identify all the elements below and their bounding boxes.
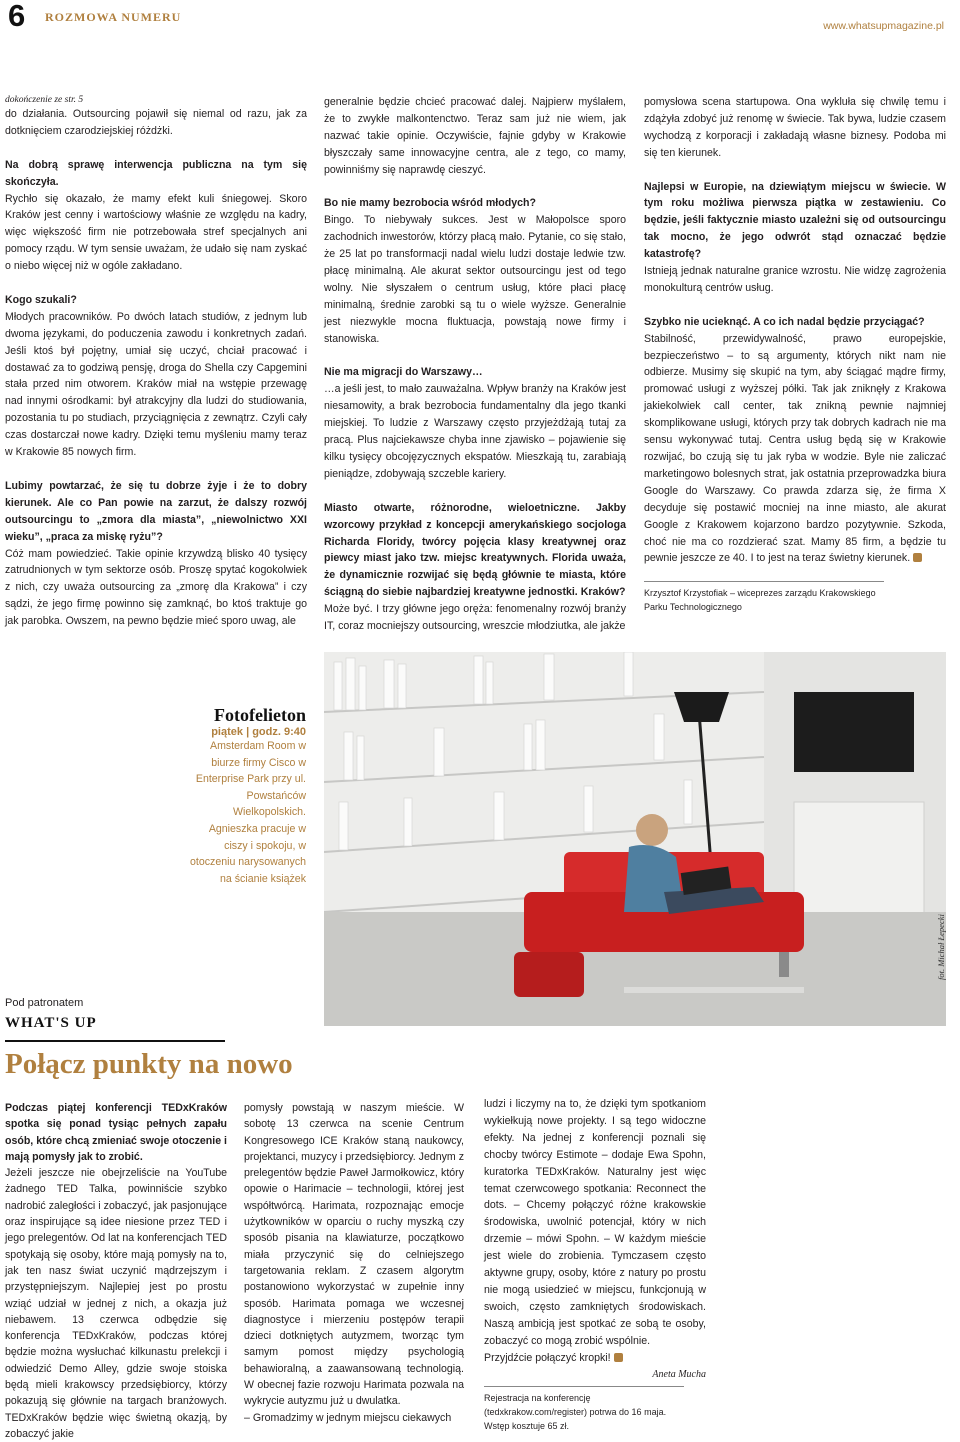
closing-line: Przyjdźcie połączyć kropki!	[484, 1351, 611, 1364]
article-column-3	[644, 94, 946, 614]
logo-underline	[5, 1040, 225, 1042]
question: Najlepsi w Europie, na dziewiątym miejscu w świecie. W tym roku możliwa pierwsza piątka w zestawieniu. Co będzie, jeśli faktycznie miasto uzależni się od outsourcingu tak mocno, że jego odwrót stąd oznaczać będzie katastrofę?	[644, 180, 946, 261]
section-title: ROZMOWA NUMERU	[45, 10, 182, 24]
photo-credit: fot. Michał Łepecki	[936, 914, 946, 980]
fotofelieton-time: godz. 9:40	[252, 726, 306, 738]
patronage-label: Pod patronatem	[5, 997, 84, 1009]
paragraph: generalnie będzie chcieć pracować dalej. Najpierw myślałem, że to zwykłe malkontenctwo. Teraz sam już nie wiem, jak nazwać takie opinie. Oczywiście, fajnie gdyby w Krakowie błyszczały same innowacyjne centra, ale z tego, co mamy, powinniśmy się naprawdę cieszyć.	[324, 96, 626, 176]
paragraph: pomysłowa scena startupowa. Ona wykluła się chwilę temu i zdążyła zdobyć już renomę w świecie. Tak bywa, ludzie czasem wychodzą z korporacji i zakładają własne biznesy. Podoba mi się ten kierunek.	[644, 96, 946, 159]
paragraph: pomysły powstają w naszym mieście. W sobotę 13 czerwca na scenie Centrum Kongresowego ICE Kraków staną naukowcy, projektanci, muzycy i przedsiębiorcy. Jednym z prelegentów będzie Paweł Jarmołkowicz, który opowie o Harimacie – technologii, której jest współtwórcą. Harimata, rozpoznając emocje użytkowników w oparciu o ruchy myszką czy sposób pisania na klawiaturze, początkowo miała przyczynić się do celniejszego targetowania reklam. Z czasem algorytm postanowiono wykorzystać w zupełnie inny sposób. Harimata pomaga we wczesnej diagnostyce i mierzeniu postępów terapii dzieci dotkniętych autyzmem, tworząc tym samym pomost między psychologią behawioralną, a zaawansowaną technologią. W obecnej fazie rozwoju Harimata pozwala na wykrycie autyzmu już u dwulatka.	[244, 1102, 464, 1408]
paragraph: Może być. I trzy główne jego oręża: fenomenalny rozwój branży IT, coraz mocniejszy outsourcing, wreszcie młodziutka, ale jakże	[324, 603, 626, 633]
author-signature: Aneta Mucha	[652, 1368, 706, 1380]
whats-up-logo: WHAT'S UP	[5, 1015, 97, 1031]
paragraph: Jeżeli jeszcze nie obejrzeliście na YouTube żadnego TED Talka, powinniście szybko nadrobić zaległości i zobaczyć, jak pasjonujące oraz inspirujące są idee niesione przez TED i jego prelegentów. Od lat na konferencjach TED spotykają się osoby, które mają pomysły na to, jak ten nasz świat uczynić mądrzejszym i przystępniejszym. Najlepiej jest po prostu wziąć udział w jednej z nich, a okazja już niebawem. 13 czerwca odbędzie się konferencja TEDxKraków, podczas której będzie można wysłuchać kilkunastu prelekcji i odwiedzić Demo Alley, gdzie swoje stoiska będą mieli krakowscy przedsiębiorcy, którzy pokazują się głównie na targach branżowych. TEDxKraków będzie więc świetną okazją, by zobaczyć jakie	[5, 1167, 227, 1440]
question: Lubimy powtarzać, że się tu dobrze żyje i że to dobry kierunek. Ale co Pan powie na zarzut, że dalszy rozwój outsourcingu to „zmora dla miasta”, „niewolnictwo XXI wieku”, „praca za miskę ryżu”?	[5, 479, 307, 543]
question: Szybko nie ucieknąć. A co ich nadal będzie przyciągać?	[644, 315, 925, 328]
question: Miasto otwarte, różnorodne, wielоetniczne. Jakby wzorcowy przykład z koncepcji amerykańskiego socjologa Richarda Floridy, twórcy pojęcia klasy kreatywnej oraz piewcy miast jako tzw. miejsc kreatywnych. Florida uważa, że dynamicznie rozwijać się będą głównie te miasta, które ściągną do siebie najbardziej kreatywne jednostki. Kraków?	[324, 501, 626, 599]
question: Na dobrą sprawę interwencja publiczna na tym się skończyła.	[5, 158, 307, 188]
question: Nie ma migracji do Warszawy…	[324, 366, 483, 379]
paragraph-text: Stabilność, przewidywalność, prawo europejskie, bezpieczeństwo – to są argumenty, których nikt nam nie odbierze. Musimy się skupić na tym, aby ściągać mądre firmy, promować usługi z wyższej półki. Tak jak zniknęły z Krakowa jakiekolwiek call center, tak znikną pewnie najmniej skomplikowane usługi, których przy tak dobrych kadrach nie ma sensu wykonywać tutaj. Centra usług będą się w Krakowie rozwijać, bo czują się tu jak ryba w wodzie. Byle nie zaliczać marketingowo bolesnych strat, jak ostatnia przeprowadzka biura Google do Warszawy. Co prawda zdarza się, że firma X decyduje się postawić mocniej na inne miasto, ale akurat Google z Krakowem kojarzono bardzo pozytywnie. Szkoda, choć nie ma co rozdzierać szat. Mamy 85 firm, a będzie tu pewnie jeszcze ze 40. I to jest na teraz świetny kierunek.	[644, 332, 946, 565]
fotofelieton-text: Amsterdam Room w biurze firmy Cisco w Enterprise Park przy ul. Powstańców Wielkopolskich. Agnieszka pracuje w ciszy i spokoju, w otoczeniu narysowanych na ścianie książek	[190, 740, 307, 885]
fotofelieton-separator: |	[246, 726, 250, 738]
end-mark-icon	[614, 1353, 623, 1362]
fotofelieton-title: Fotofelieton	[214, 705, 306, 725]
paragraph: ludzi i liczymy na to, że dzięki tym spotkaniom wykiełkują nowe projekty. I są tego widoczne efekty. Na jednej z konferencji poznali się chocby twórcy Estimote – dodaje Ewa Spohn, kuratorka TEDxKraków. Naturalny jest więc temat czerwcowego spotkania: Reconnect the dots. – Chcemy połączyć różne krakowskie środowiska, uwolnić potencjał, który w nich drzemie – mówi Spohn. – W każdym mieście jest wiele do zrobienia. Tymczasem często aktywne grupy, osoby, które z natury po prostu nie mogą usiedzieć w miejscu, funkcjonują w swoich, często zamkniętych środowiskach. Naszą ambicją jest spotkać ze sobą te osoby, zobaczyć co mogą zrobić wspólnie.	[484, 1098, 706, 1347]
office-photo	[324, 652, 946, 1026]
paragraph: Młodych pracowników. Po dwóch latach studiów, z jednym lub dwoma językami, do poduczenia zawodu i konkretnych zadań. Jeśli ktoś był pojętny, umiał się uczyć, chciał pracować i dostawać za to godziwą pensję, droga do Shella czy Capgemini stała przed nim otworem. Kraków miał na wstępie przewagę nad innymi ośrodkami: był atrakcyjny dla ludzi do studiowania, pozostania tu po studiach, przyciągnięcia z zewnątrz. Czyli cały czas dostarczał nowe kadry. Dzięki temu myśleniu mamy teraz w Krakowie 85 nowych firm.	[5, 310, 307, 459]
website-link[interactable]: www.whatsupmagazine.pl	[823, 20, 944, 32]
paragraph: Rychło się okazało, że mamy efekt kuli śniegowej. Skoro Kraków jest cenny i wartościowy właśnie ze względu na kadry, więc większość firm nie potrzebowała stref specjalnych ani pomocy rządu. W tym sensie uważam, że udało się nam zyskać o niebo więcej niż w ogóle zakładano.	[5, 192, 307, 273]
end-mark-icon	[913, 553, 922, 562]
paragraph	[484, 1350, 706, 1367]
paragraph: Bingo. To niebywały sukces. Jest w Małopolsce sporo zachodnich inwestorów, którzy płacą mało. Pytanie, co się stało, że 25 lat po transformacji nadal wielu ludzi dostaje ledwie tzw. płacę minimalną. Ale akurat sektor outsourcingu jest od tego wolny. Nie słyszałem o centrum usług, które płaci płacę minimalną, średnie zarobki są tu o wiele wyższe. Generalnie jest niezwykle mocna fluktuacja, powstają nowe firmy i stanowiska.	[324, 214, 626, 345]
caption-divider	[644, 581, 884, 582]
fotofelieton-date	[190, 726, 306, 738]
tedx-column-3	[484, 1096, 706, 1433]
fotofelieton-box	[190, 705, 306, 887]
footnote-divider	[484, 1386, 684, 1387]
paragraph: Istnieją jednak naturalne granice wzrostu. Nie widzę zagrożenia monokulturą centrów usług.	[644, 265, 946, 294]
paragraph: do działania. Outsourcing pojawił się niemal od razu, jak za dotknięciem czarodziejskiej różdżki.	[5, 108, 307, 137]
page-number: 6	[8, 0, 26, 33]
tedx-column-2	[244, 1100, 464, 1426]
fotofelieton-day: piątek	[211, 726, 243, 738]
photo-illustration	[324, 652, 946, 1026]
question: Kogo szukali?	[5, 293, 77, 306]
article-lead: Podczas piątej konferencji TEDxKraków spotka się ponad tysiąc pełnych zapału osób, które chcą zmieniać swoje otoczenie i mają pomysły jak to zrobić.	[5, 1102, 227, 1163]
paragraph: …a jeśli jest, to mało zauważalna. Wpływ branży na Kraków jest niesamowity, a brak bezrobocia fundamentalny dla jego tkanki miejskiej. To ludzie z Warszawy często przyjeżdżają tutaj za pracą. Plus najciekawsze chyba inne zjawisko – pojawienie się kilku tysięcy obcojęzycznych ekspatów. Mieszkają tu, zarabiają pieniądze, zdobywają szczeble kariery.	[324, 383, 626, 480]
article-headline: Połącz punkty na nowo	[5, 1048, 293, 1080]
continued-note: dokończenie ze str. 5	[5, 95, 84, 105]
paragraph	[644, 331, 946, 568]
paragraph: Cóż mam powiedzieć. Takie opinie krzywdzą blisko 40 tysięcy zatrudnionych w tym sektorze osób. Proszę spytać kogokolwiek z nich, czy uważa outsourcing za „zmorę dla Krakowa” i czy sądzi, że jego firmę powinno się zamknąć, bo ktoś traktuje go jak parobka. Owszem, na pewno będzie mieć sporo uwag, ale	[5, 547, 307, 628]
registration-note: Rejestracja na konferencję (tedxkrakow.com/register) potrwa do 16 maja. Wstęp kosztuje 65 zł.	[484, 1393, 667, 1432]
photo-caption: Krzysztof Krzystofiak – wiceprezes zarządu Krakowskiego Parku Technologicznego	[644, 588, 876, 613]
article-column-2	[324, 94, 626, 635]
article-column-1	[5, 94, 307, 630]
paragraph: – Gromadzimy w jednym miejscu ciekawych	[244, 1411, 452, 1424]
question: Bo nie mamy bezrobocia wśród młodych?	[324, 197, 536, 210]
tedx-column-1	[5, 1100, 227, 1442]
